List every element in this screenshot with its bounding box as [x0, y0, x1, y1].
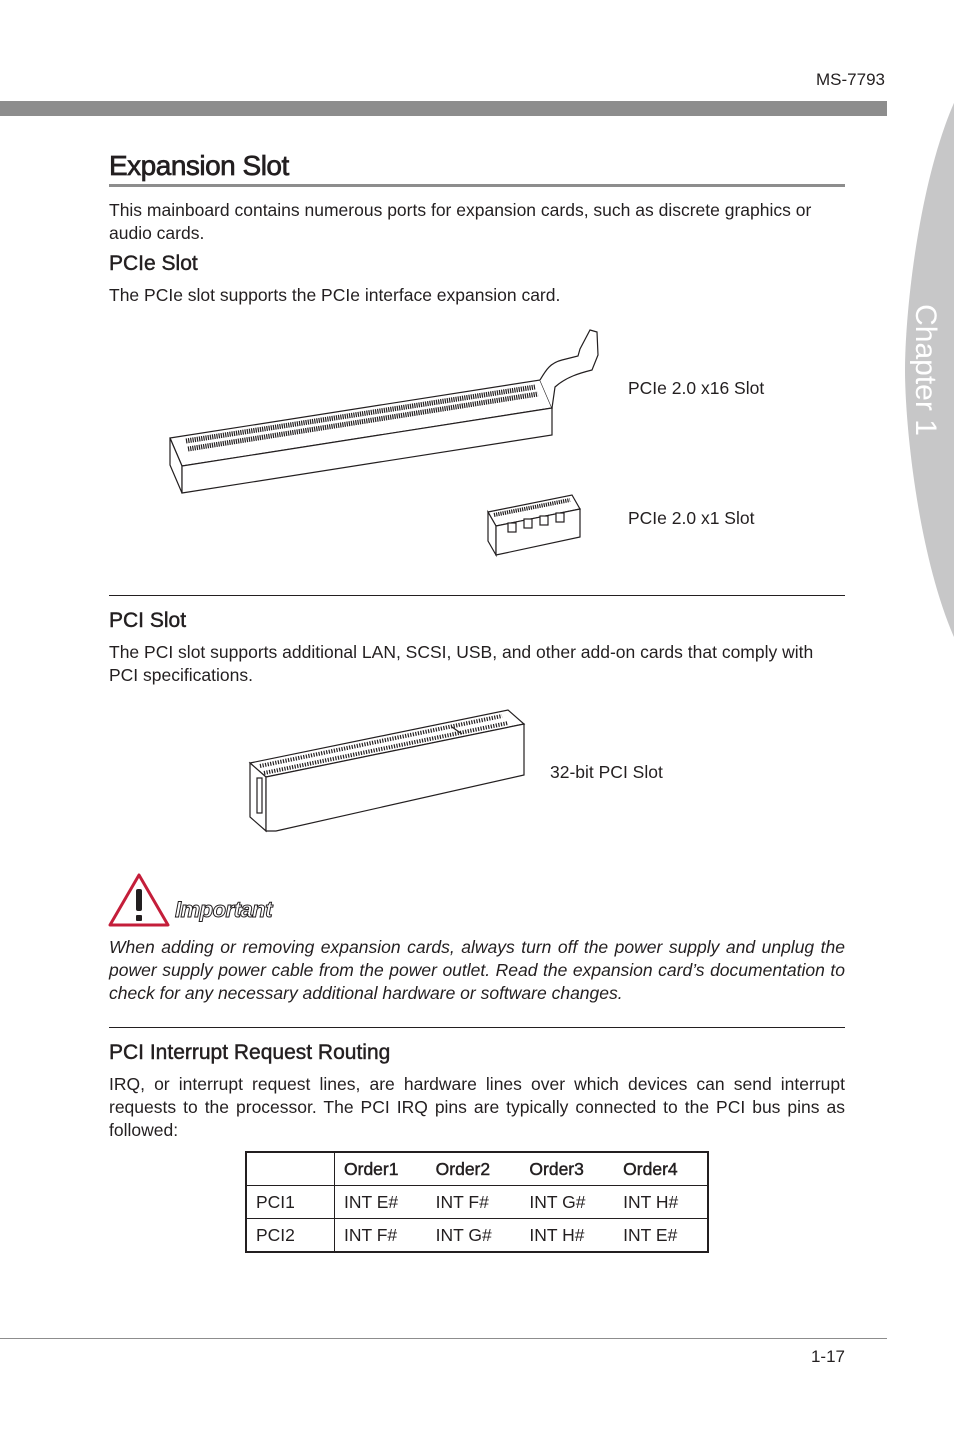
pcie-heading: PCIe Slot [109, 252, 198, 275]
table-cell: INT F# [427, 1186, 521, 1219]
title-rule [109, 184, 845, 187]
page-number: 1-17 [810, 1347, 845, 1366]
table-header-cell: Order2 [427, 1152, 521, 1186]
table-row [246, 1186, 708, 1219]
section-divider [109, 1027, 845, 1028]
page-title: Expansion Slot [109, 150, 289, 181]
table-header-cell: Order4 [614, 1152, 708, 1186]
pcie-text: The PCIe slot supports the PCIe interface expansion card. [109, 285, 561, 305]
table-cell: INT E# [335, 1186, 427, 1219]
table-header-row [246, 1152, 708, 1186]
table-cell: PCI2 [246, 1219, 335, 1253]
pcie-x1-pin [508, 523, 516, 532]
table-row [246, 1219, 708, 1253]
chapter-label: Chapter 1 [909, 304, 942, 436]
table-header-cell: Order3 [520, 1152, 614, 1186]
pcie-x16-label: PCIe 2.0 x16 Slot [628, 378, 765, 398]
pcie-x1-pin [524, 519, 532, 528]
pcie-x1-pin [540, 516, 548, 525]
table-header-cell [246, 1152, 335, 1186]
pci-slot-diagram [240, 700, 540, 840]
table-cell: PCI1 [246, 1186, 335, 1219]
pcie-x1-pin [556, 513, 564, 522]
table-cell: INT H# [520, 1219, 614, 1253]
pcie-slot-diagram [160, 325, 610, 565]
header-band [0, 101, 887, 116]
irq-table [245, 1151, 709, 1253]
model-number: MS-7793 [816, 70, 885, 89]
section-divider [109, 595, 845, 596]
table-cell: INT E# [614, 1219, 708, 1253]
table-cell: INT F# [335, 1219, 427, 1253]
pci-text: The PCI slot supports additional LAN, SCSI, USB, and other add-on cards that comply with PCI specifications. [109, 642, 814, 685]
pcie-x16-latch [540, 330, 598, 408]
table-cell: INT G# [520, 1186, 614, 1219]
table-cell: INT G# [427, 1219, 521, 1253]
intro-text: This mainboard contains numerous ports for expansion cards, such as discrete graphics or audio cards. [109, 200, 812, 243]
irq-heading: PCI Interrupt Request Routing [109, 1041, 391, 1064]
important-label: Important [175, 897, 272, 922]
pci-heading: PCI Slot [109, 609, 187, 632]
important-text: When adding or removing expansion cards, always turn off the power supply and unplug the power supply power cable from the power outlet. Read the expansion card’s documentation to check for any necessary additional hardware or software changes. [109, 937, 845, 1003]
table-cell: INT H# [614, 1186, 708, 1219]
footer-rule [0, 1338, 887, 1339]
table-header-cell: Order1 [335, 1152, 427, 1186]
warning-icon [108, 873, 170, 927]
pci-slot-key [257, 778, 262, 813]
irq-text: IRQ, or interrupt request lines, are hardware lines over which devices can send interrupt requests to the processor. The PCI IRQ pins are typically connected to the PCI bus pins as followed: [109, 1074, 845, 1140]
pcie-x1-label: PCIe 2.0 x1 Slot [628, 508, 755, 528]
pci-slot-label: 32-bit PCI Slot [550, 762, 663, 782]
